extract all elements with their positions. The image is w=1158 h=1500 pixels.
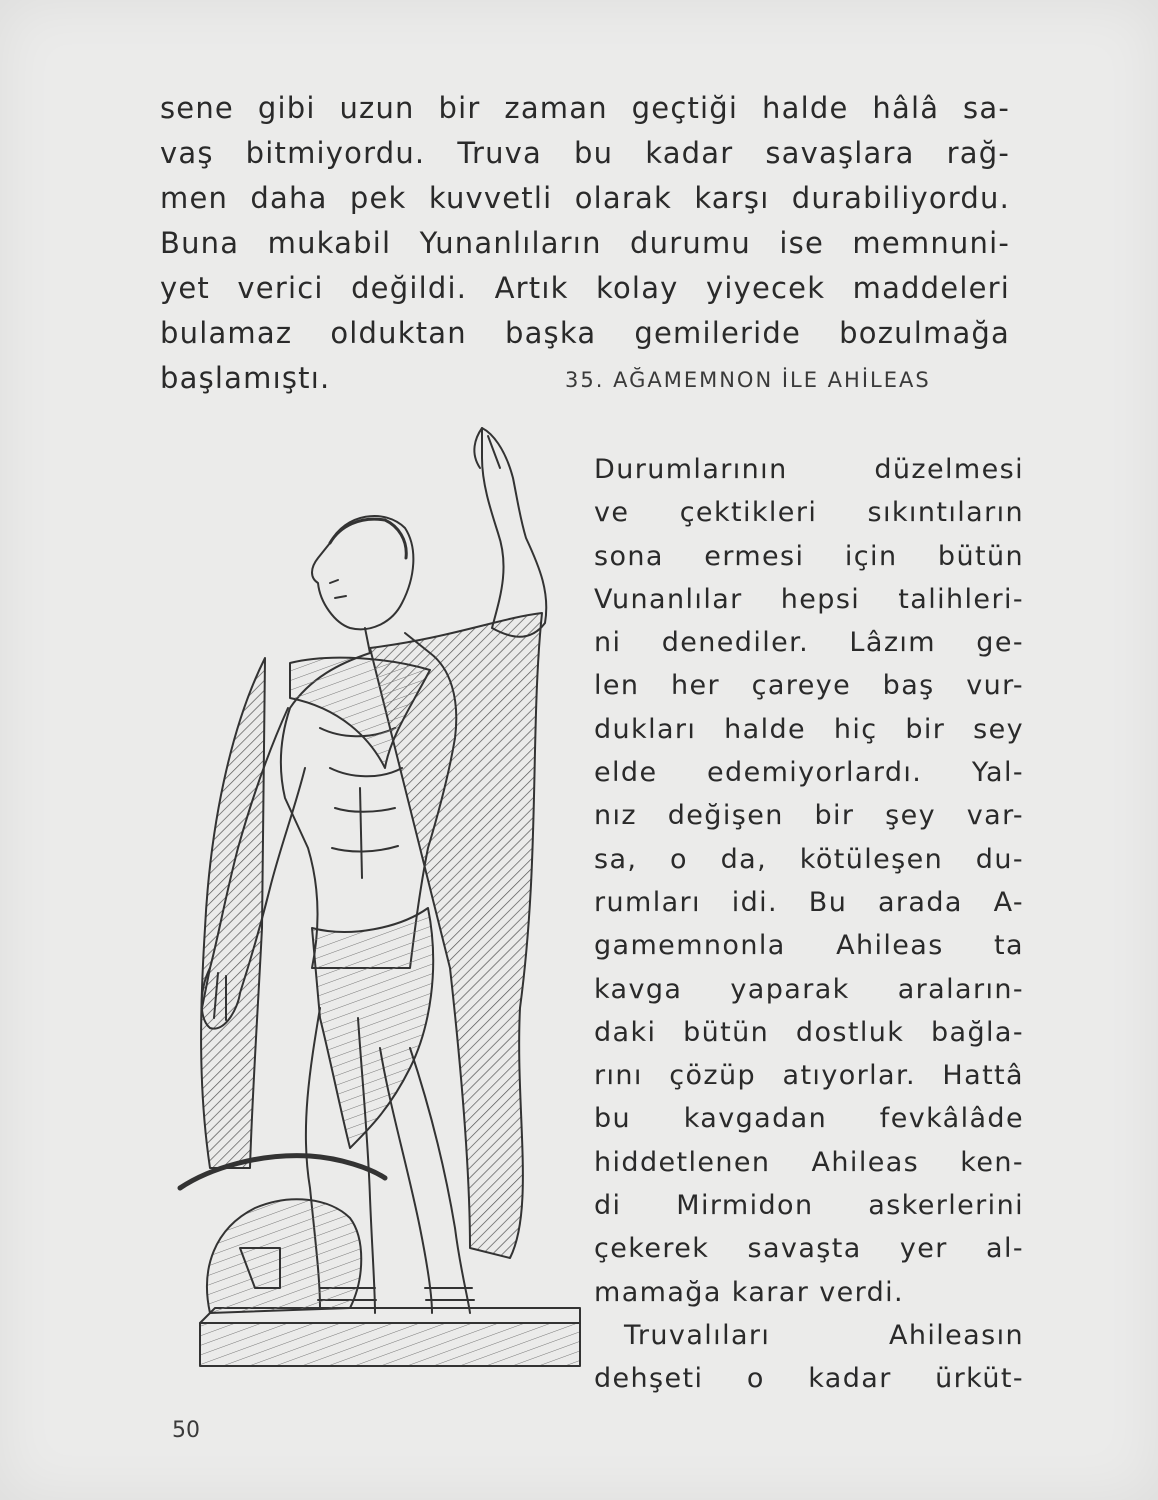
text-line: sene gibi uzun bir zaman geçtiği halde hâlâ sa- <box>160 91 1010 125</box>
text-line: men daha pek kuvvetli olarak karşı durabiliyordu. <box>160 181 1010 215</box>
text-line: dukları halde hiç bir sey <box>594 713 1024 745</box>
text-line: başlamıştı. <box>160 361 331 395</box>
text-line: Buna mukabil Yunanlıların durumu ise memnuni- <box>160 226 1010 260</box>
text-line: sa, o da, kötüleşen du- <box>594 843 1024 875</box>
text-line: ni denediler. Lâzım ge- <box>594 627 1024 659</box>
text-line: gamemnonla Ahileas ta <box>594 930 1024 962</box>
text-line: daki bütün dostluk bağla- <box>594 1016 1024 1048</box>
text-line: di Mirmidon askerlerini <box>594 1190 1024 1222</box>
text-line: kavga yaparak araların- <box>594 973 1024 1005</box>
text-line: yet verici değildi. Artık kolay yiyecek maddeleri <box>160 271 1010 305</box>
text-line: çekerek savaşta yer al- <box>594 1233 1024 1265</box>
text-line: Vunanlılar hepsi talihleri- <box>594 583 1024 615</box>
text-line: dehşeti o kadar ürküt- <box>594 1363 1024 1395</box>
intro-paragraph <box>160 86 1010 401</box>
section-heading: 35. AĞAMEMNON İLE AHİLEAS <box>565 368 931 392</box>
main-text-column <box>594 448 1024 1401</box>
text-line: vaş bitmiyordu. Truva bu kadar savaşlara rağ- <box>160 136 1010 170</box>
text-line: hiddetlenen Ahileas ken- <box>594 1146 1024 1178</box>
text-line: Truvalıları Ahileasın <box>624 1319 1024 1351</box>
text-line: mamağa karar verdi. <box>594 1276 905 1308</box>
text-line: sona ermesi için bütün <box>594 540 1024 572</box>
text-line: nız değişen bir şey var- <box>594 800 1024 832</box>
text-line: bu kavgadan fevkâlâde <box>594 1103 1024 1135</box>
text-line: rını çözüp atıyorlar. Hattâ <box>594 1060 1024 1092</box>
text-line: len her çareye baş vur- <box>594 670 1024 702</box>
text-line: bulamaz olduktan başka gemileride bozulmağa <box>160 316 1010 350</box>
text-line: Durumlarının düzelmesi <box>594 454 1024 485</box>
text-line: rumları idi. Bu arada A- <box>594 886 1024 918</box>
page-number: 50 <box>172 1418 200 1443</box>
text-line: elde edemiyorlardı. Yal- <box>594 757 1024 789</box>
text-line: ve çektikleri sıkıntıların <box>594 497 1024 529</box>
achilles-statue-illustration <box>170 408 590 1393</box>
